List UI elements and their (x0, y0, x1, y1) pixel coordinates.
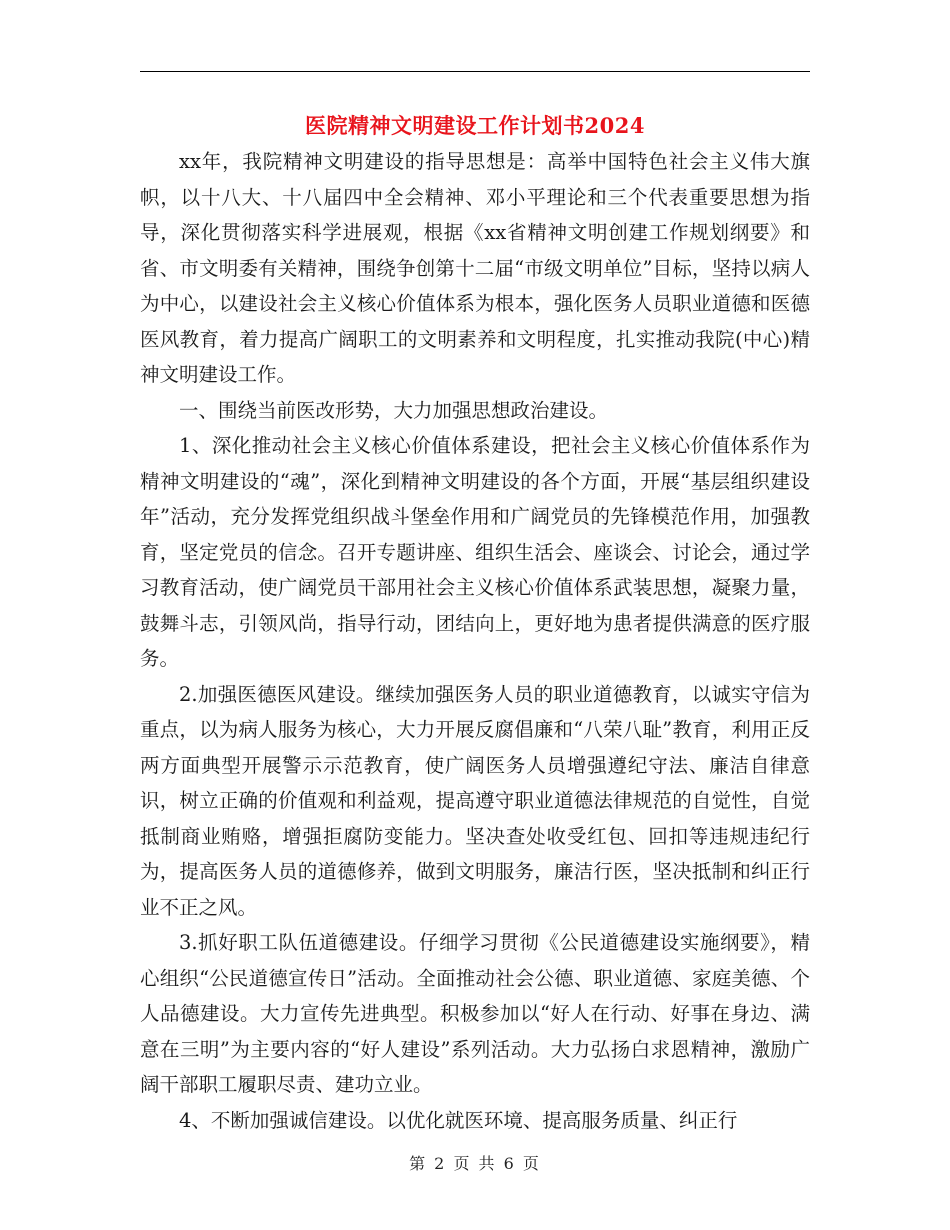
paragraph-item-3: 3.抓好职工队伍道德建设。仔细学习贯彻《公民道德建设实施纲要》，精心组织“公民道德宣传日”活动。全面推动社会公德、职业道德、家庭美德、个人品德建设。大力宣传先进典型。积极参加以“好人在行动、好事在身边、满意在三明”为主要内容的“好人建设”系列活动。大力弘扬白求恩精神，激励广阔干部职工履职尽责、建功立业。 (140, 931, 810, 1096)
page-number: 第 2 页 共 6 页 (409, 1154, 541, 1173)
paragraph-section-heading: 一、围绕当前医改形势，大力加强思想政治建设。 (179, 398, 609, 422)
document-body (140, 144, 810, 1138)
header-rule (140, 71, 810, 72)
paragraph-intro: xx年，我院精神文明建设的指导思想是：高举中国特色社会主义伟大旗帜，以十八大、十八届四中全会精神、邓小平理论和三个代表重要思想为指导，深化贯彻落实科学进展观，根据《xx省精神文明创建工作规划纲要》和省、市文明委有关精神，围绕争创第十二届“市级文明单位”目标，坚持以病人为中心，以建设社会主义核心价值体系为根本，强化医务人员职业道德和医德医风教育，着力提高广阔职工的文明素养和文明程度，扎实推动我院(中心)精神文明建设工作。 (140, 150, 810, 386)
document-title: 医院精神文明建设工作计划书2024 (305, 113, 645, 138)
paragraph-item-2: 2.加强医德医风建设。继续加强医务人员的职业道德教育，以诚实守信为重点，以为病人服务为核心，大力开展反腐倡廉和“八荣八耻”教育，利用正反两方面典型开展警示示范教育，使广阔医务人员增强遵纪守法、廉洁自律意识，树立正确的价值观和利益观，提高遵守职业道德法律规范的自觉性，自觉抵制商业贿赂，增强拒腐防变能力。坚决查处收受红包、回扣等违规违纪行为，提高医务人员的道德修养，做到文明服务，廉洁行医，坚决抵制和纠正行业不正之风。 (140, 682, 810, 919)
paragraph-item-1: 1、深化推动社会主义核心价值体系建设，把社会主义核心价值体系作为精神文明建设的“魂”，深化到精神文明建设的各个方面，开展“基层组织建设年”活动，充分发挥党组织战斗堡垒作用和广阔党员的先锋模范作用，加强教育，坚定党员的信念。召开专题讲座、组织生活会、座谈会、讨论会，通过学习教育活动，使广阔党员干部用社会主义核心价值体系武装思想，凝聚力量，鼓舞斗志，引领风尚，指导行动，团结向上，更好地为患者提供满意的医疗服务。 (140, 434, 810, 670)
paragraph-item-4: 4、不断加强诚信建设。以优化就医环境、提高服务质量、纠正行 (179, 1108, 738, 1132)
